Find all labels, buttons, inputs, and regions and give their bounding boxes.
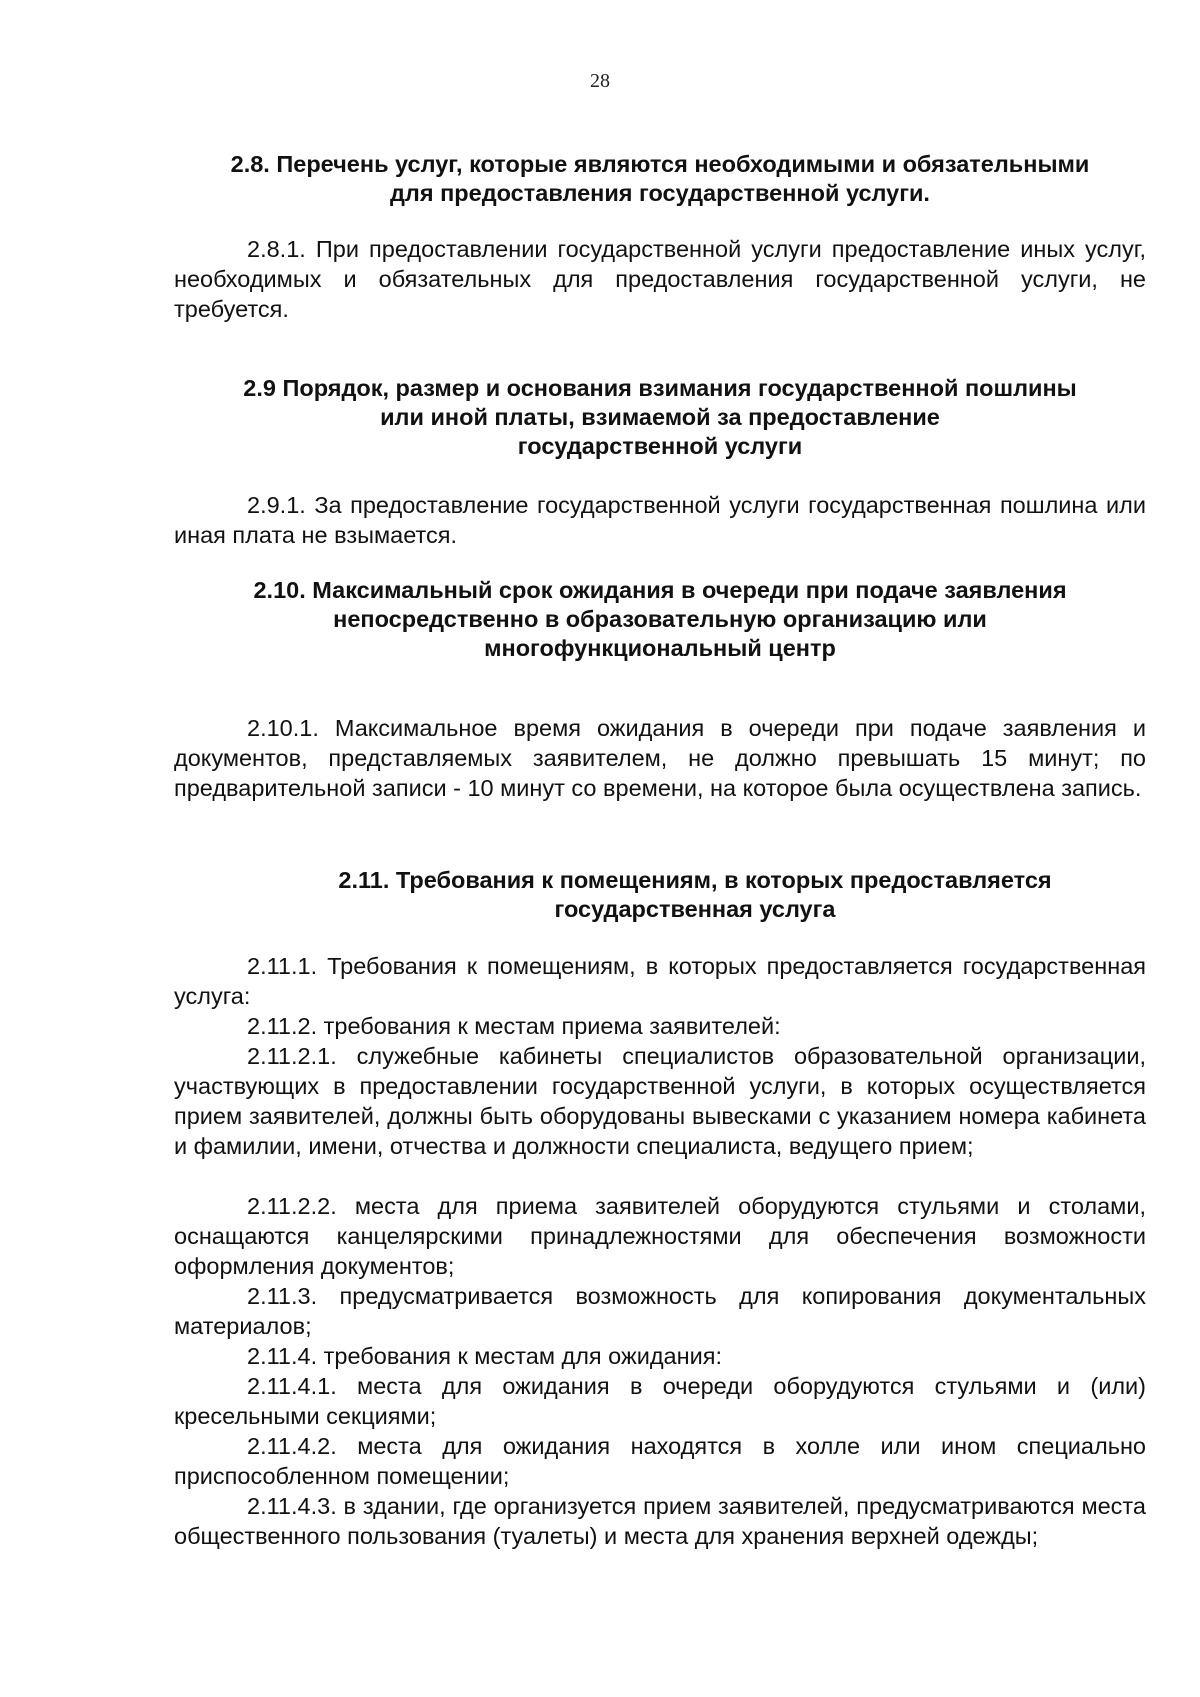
paragraph-2-11-2-2 xyxy=(174,1191,1146,1281)
heading-line: или иной платы, взимаемой за предоставление xyxy=(380,404,940,430)
heading-line: непосредственно в образовательную организацию или xyxy=(333,606,987,632)
paragraph-2-11-3 xyxy=(174,1281,1146,1341)
paragraph-2-11-2 xyxy=(174,1011,1146,1041)
section-heading-2-8 xyxy=(174,150,1146,208)
paragraph-text: 2.11.1. Требования к помещениям, в которых предоставляется государственная услуга: xyxy=(174,953,1146,1009)
heading-line: 2.9 Порядок, размер и основания взимания государственной пошлины xyxy=(243,375,1077,401)
heading-line: государственной услуги xyxy=(517,433,803,459)
paragraph-text: 2.11.2. требования к местам приема заявителей: xyxy=(247,1013,781,1039)
paragraph-2-11-4-1 xyxy=(174,1371,1146,1431)
paragraph-2-11-4-3 xyxy=(174,1491,1146,1551)
paragraph-text: 2.11.4.1. места для ожидания в очереди оборудуются стульями и (или) кресельными секциями; xyxy=(174,1373,1146,1429)
paragraph-2-9-1 xyxy=(174,490,1146,550)
paragraph-2-11-1 xyxy=(174,951,1146,1011)
paragraph-2-11-2-1 xyxy=(174,1041,1146,1161)
paragraph-text: 2.8.1. При предоставлении государственной услуги предоставление иных услуг, необходимых и обязательных для предоставления государственной услуги, не требуется. xyxy=(174,236,1146,322)
paragraph-text: 2.11.3. предусматривается возможность для копирования документальных материалов; xyxy=(174,1283,1146,1339)
page-number: 28 xyxy=(590,70,610,92)
paragraph-2-8-1 xyxy=(174,234,1146,324)
paragraph-text: 2.11.4.2. места для ожидания находятся в холле или ином специально приспособленном помещении; xyxy=(174,1433,1146,1489)
heading-line: многофункциональный центр xyxy=(484,635,836,661)
paragraph-text: 2.11.4. требования к местам для ожидания: xyxy=(247,1343,722,1369)
paragraph-text: 2.11.2.1. служебные кабинеты специалистов образовательной организации, участвующих в предоставлении государственной услуги, в которых осуществляется прием заявителей, должны быть оборудованы вывесками с указанием номера кабинета и фамилии, имени, отчества и должности специалиста, ведущего прием; xyxy=(174,1043,1146,1159)
paragraph-2-10-1 xyxy=(174,713,1146,803)
paragraph-text: 2.9.1. За предоставление государственной услуги государственная пошлина или иная плата не взымается. xyxy=(174,492,1146,548)
heading-line: 2.8. Перечень услуг, которые являются необходимыми и обязательными xyxy=(230,151,1090,177)
paragraph-text: 2.10.1. Максимальное время ожидания в очереди при подаче заявления и документов, представляемых заявителем, не должно превышать 15 минут; по предварительной записи - 10 минут со времени, на которое была осуществлена запись. xyxy=(174,715,1146,801)
paragraph-2-11-4-2 xyxy=(174,1431,1146,1491)
heading-line: 2.10. Максимальный срок ожидания в очереди при подаче заявления xyxy=(253,577,1067,603)
section-heading-2-9 xyxy=(174,374,1146,461)
heading-line: 2.11. Требования к помещениям, в которых предоставляется xyxy=(338,867,1052,893)
paragraph-text: 2.11.2.2. места для приема заявителей оборудуются стульями и столами, оснащаются канцелярскими принадлежностями для обеспечения возможности оформления документов; xyxy=(174,1193,1146,1279)
section-heading-2-10 xyxy=(174,576,1146,663)
section-heading-2-11 xyxy=(290,866,1100,924)
heading-line: для предоставления государственной услуги. xyxy=(390,180,930,206)
heading-line: государственная услуга xyxy=(554,896,836,922)
paragraph-text: 2.11.4.3. в здании, где организуется прием заявителей, предусматриваются места общественного пользования (туалеты) и места для хранения верхней одежды; xyxy=(174,1493,1146,1549)
paragraph-2-11-4 xyxy=(174,1341,1146,1371)
